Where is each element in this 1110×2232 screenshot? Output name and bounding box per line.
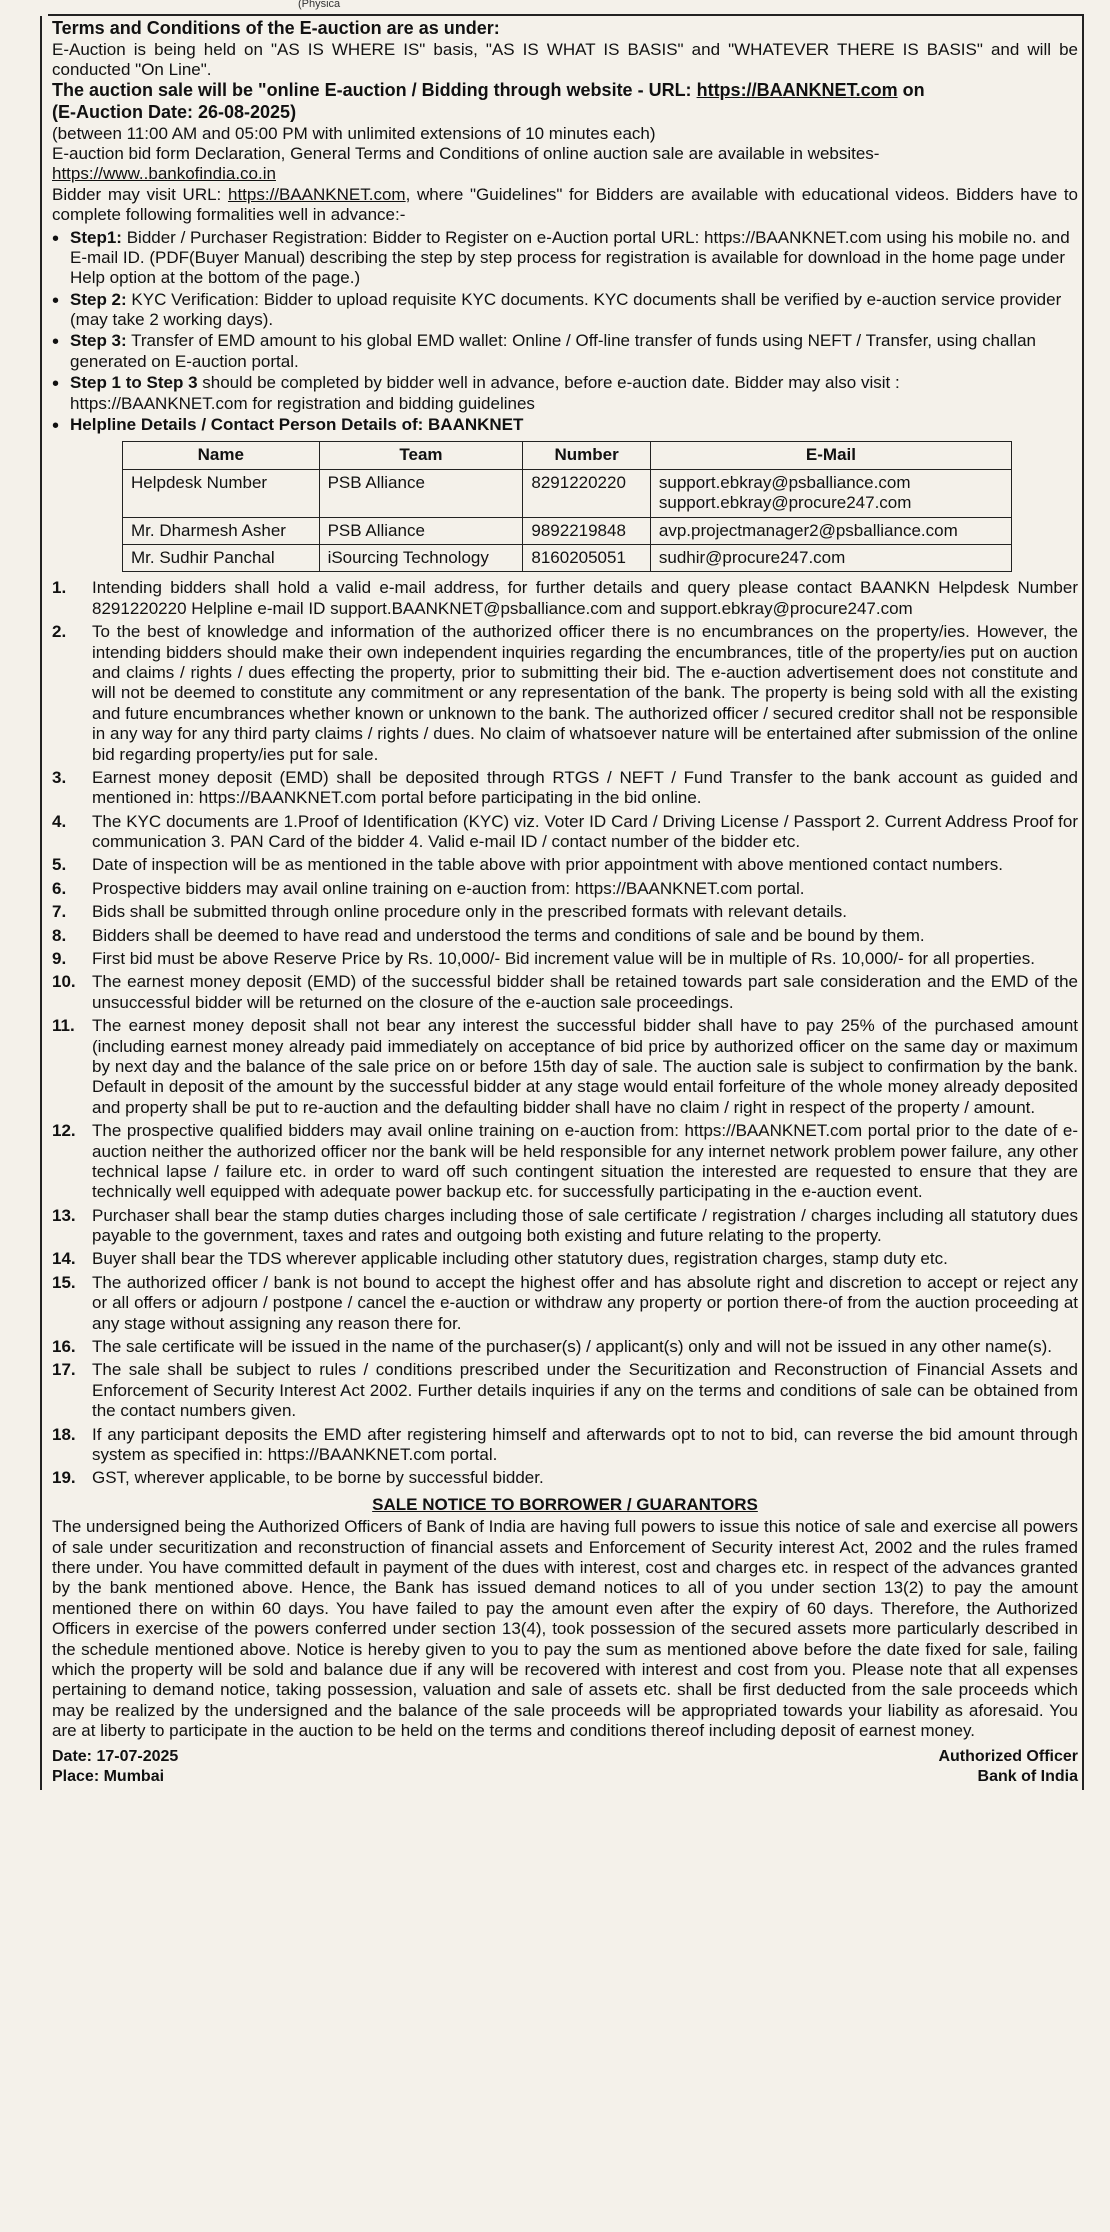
condition-number: 7. bbox=[52, 902, 67, 922]
condition-item bbox=[52, 926, 1078, 946]
condition-text: Bidders shall be deemed to have read and understood the terms and conditions of sale and be bound by them. bbox=[92, 925, 925, 945]
step-text: KYC Verification: Bidder to upload requisite KYC documents. KYC documents shall be verified by e-auction service provider (may take 2 working days). bbox=[70, 289, 1062, 330]
cell-email bbox=[650, 469, 1011, 517]
condition-text: Date of inspection will be as mentioned in the table above with prior appointment with above mentioned contact numbers. bbox=[92, 855, 1003, 875]
condition-item bbox=[52, 1337, 1078, 1357]
conditions-list bbox=[52, 578, 1078, 1488]
condition-number: 3. bbox=[52, 767, 67, 787]
condition-text: First bid must be above Reserve Price by Rs. 10,000/- Bid increment value will be in multiple of Rs. 10,000/- for all properties. bbox=[92, 949, 1035, 969]
helpline-table bbox=[122, 441, 1012, 572]
sale-line-prefix: The auction sale will be "online E-auction / Bidding through website - URL: bbox=[52, 80, 692, 101]
list-item bbox=[52, 373, 1078, 414]
sale-url-link[interactable]: https://BAANKNET.com bbox=[696, 80, 898, 101]
condition-item bbox=[52, 1468, 1078, 1488]
condition-text: Intending bidders shall hold a valid e-mail address, for further details and query please contact BAANKN Helpdesk Number 8291220220 Helpline e-mail ID support.BAANKNET@psballiance.com and support.ebkray@procure247.com bbox=[92, 578, 1078, 618]
auction-time: (between 11:00 AM and 05:00 PM with unlimited extensions of 10 minutes each) bbox=[52, 123, 656, 143]
condition-item bbox=[52, 578, 1078, 619]
date-place-block bbox=[52, 1747, 178, 1785]
date-line: Date: 17-07-2025 bbox=[52, 1748, 179, 1766]
condition-text: The earnest money deposit shall not bear any interest the successful bidder shall have to pay 25% of the purchased amount (including earnest money already paid immediately on acceptance of bid price by authorized officer on the same day or maximum by next day and the balance of the sale price on or before 15th day of sale. The auction sale is subject to confirmation by the bank. Default in deposit of the amount by the successful bidder at any stage would entail forfeiture of the whole money already deposited and property shall be put to re-auction and the defaulting bidder shall have no claim / right in respect of the property / amount. bbox=[92, 1016, 1078, 1117]
condition-number: 1. bbox=[52, 578, 67, 598]
col-header-email: E-Mail bbox=[650, 442, 1011, 469]
visit-suffix: , where "Guidelines" for Bidders are available with educational videos. Bidders have to complete following formalities well in advance:- bbox=[52, 184, 1078, 225]
condition-text: To the best of knowledge and information of the authorized officer there is no encumbrances on the property/ies. However, the intending bidders should make their own independent inquiries regarding the encumbrances, title of the property/ies put on auction and claims / rights / dues effecting the property, prior to submitting their bid. The e-auction advertisement does not constitute and will not be deemed to constitute any commitment or any representation of the bank. The property is being sold with all the existing and future encumbrances whether known or unknown to the bank. The authorized officer / secured creditor shall not be responsible in any way for any third party claims / rights / dues. No claim of whatsoever nature will be entertained after submission of the online bid regarding property/ies put for sale. bbox=[92, 622, 1078, 764]
step-text: should be completed by bidder well in advance, before e-auction date. Bidder may also visit : https://BAANKNET.com for registration and bidding guidelines bbox=[70, 373, 900, 413]
condition-item bbox=[52, 972, 1078, 1013]
condition-text: The sale shall be subject to rules / conditions prescribed under the Securitization and Reconstruction of Financial Assets and Enforcement of Security Interest Act 2002. Further details inquiries if any on the terms and conditions of sale can be obtained from the contact numbers given. bbox=[92, 1360, 1078, 1421]
condition-number: 5. bbox=[52, 855, 67, 875]
list-item bbox=[52, 290, 1078, 331]
visit-paragraph bbox=[52, 185, 1078, 226]
step-label: Step1: bbox=[70, 227, 122, 247]
col-header-team: Team bbox=[319, 442, 523, 469]
visit-url-link[interactable]: https://BAANKNET.com bbox=[227, 184, 406, 204]
list-item bbox=[52, 228, 1078, 289]
condition-text: Prospective bidders may avail online training on e-auction from: https://BAANKNET.com portal. bbox=[92, 878, 805, 898]
condition-number: 14. bbox=[52, 1249, 76, 1269]
step-text: Transfer of EMD amount to his global EMD wallet: Online / Off-line transfer of funds using NEFT / Transfer, using challan generated on E-auction portal. bbox=[70, 331, 1036, 371]
condition-text: Earnest money deposit (EMD) shall be deposited through RTGS / NEFT / Fund Transfer to the bank account as guided and mentioned in: https://BAANKNET.com portal before participating in the bid online. bbox=[92, 767, 1078, 808]
condition-item bbox=[52, 1273, 1078, 1334]
cell-name: Helpdesk Number bbox=[123, 469, 320, 517]
sale-line-suffix: on bbox=[902, 80, 925, 101]
condition-text: The earnest money deposit (EMD) of the successful bidder shall be retained towards part sale consideration and the EMD of the unsuccessful bidder will be returned on the closure of the e-auction sale proceedings. bbox=[92, 972, 1078, 1012]
table-row bbox=[123, 544, 1012, 571]
top-fragment-text: (Physica bbox=[298, 0, 341, 10]
condition-item bbox=[52, 812, 1078, 853]
table-row bbox=[123, 517, 1012, 544]
condition-number: 17. bbox=[52, 1360, 76, 1380]
sale-line bbox=[52, 80, 1078, 102]
condition-item bbox=[52, 879, 1078, 899]
email-link[interactable]: support.ebkray@psballiance.com bbox=[658, 472, 911, 492]
terms-heading: Terms and Conditions of the E-auction are as under: bbox=[52, 18, 500, 38]
condition-text: Bids shall be submitted through online procedure only in the prescribed formats with relevant details. bbox=[92, 902, 848, 922]
condition-item bbox=[52, 1360, 1078, 1421]
table-row bbox=[123, 469, 1012, 517]
condition-item bbox=[52, 1425, 1078, 1466]
signatory-bank: Bank of India bbox=[977, 1767, 1078, 1785]
condition-item bbox=[52, 768, 1078, 809]
condition-number: 2. bbox=[52, 622, 67, 642]
condition-text: Buyer shall bear the TDS wherever applicable including other statutory dues, registration charges, stamp duty etc. bbox=[92, 1249, 948, 1269]
condition-number: 15. bbox=[52, 1272, 76, 1292]
condition-number: 18. bbox=[52, 1424, 76, 1444]
condition-number: 13. bbox=[52, 1205, 76, 1225]
condition-number: 4. bbox=[52, 811, 67, 831]
top-table-fragment bbox=[48, 0, 1084, 16]
condition-text: The KYC documents are 1.Proof of Identification (KYC) viz. Voter ID Card / Driving License / Passport 2. Current Address Proof for communication 3. PAN Card of the bidder 4. Valid e-mail ID / contact number of the bidder etc. bbox=[92, 811, 1078, 852]
list-item bbox=[52, 331, 1078, 372]
condition-number: 6. bbox=[52, 878, 67, 898]
cell-team: PSB Alliance bbox=[319, 469, 523, 517]
intro-paragraph: E-Auction is being held on "AS IS WHERE IS" basis, "AS IS WHAT IS BASIS" and "WHATEVER THERE IS BASIS" and will be conducted "On Line". bbox=[52, 39, 1078, 79]
boi-url-link[interactable]: https://www..bankofindia.co.in bbox=[52, 164, 276, 184]
step-label: Step 2: bbox=[70, 289, 127, 309]
col-header-number: Number bbox=[523, 442, 651, 469]
notice-paragraph: The undersigned being the Authorized Officers of Bank of India are having full powers to issue this notice of sale and exercise all powers of sale under securitization and reconstruction of financial assets and Enforcement of Security interest Act, 2002 and the rules framed there under. You have committed default in payment of the dues with interest, cost and charges etc. in respect of the advances granted by the bank mentioned above. Hence, the Bank has issued demand notices to all of you under section 13(2) to pay the amount mentioned there on within 60 days. You have failed to pay the amount even after the expiry of 60 days. Therefore, the Authorized Officers in exercise of the powers conferred under section 13(4), took possession of the secured assets more particularly described in the schedule mentioned above. Notice is hereby given to you to pay the sum as mentioned above before the date fixed for sale, failing which the property will be sold and balance due if any will be recovered with interest and cost from you. Please note that all expenses pertaining to demand notice, taking possession, valuation and sale of assets etc. shall be first deducted from the sale proceeds which may be realized by the undersigned and the balance of the sale proceeds will be appropriated towards your liability as aforesaid. You are at liberty to participate in the auction to be held on the terms and conditions thereof including deposit of earnest money. bbox=[52, 1517, 1078, 1741]
list-item bbox=[52, 415, 1078, 435]
condition-text: GST, wherever applicable, to be borne by successful bidder. bbox=[92, 1468, 544, 1488]
condition-number: 10. bbox=[52, 972, 76, 992]
col-header-name: Name bbox=[123, 442, 320, 469]
cell-name: Mr. Dharmesh Asher bbox=[123, 517, 320, 544]
email-link[interactable]: sudhir@procure247.com bbox=[658, 547, 846, 567]
email-link-secondary[interactable]: support.ebkray@procure247.com bbox=[658, 493, 912, 513]
cell-email bbox=[650, 544, 1011, 571]
condition-number: 8. bbox=[52, 925, 67, 945]
auction-date: (E-Auction Date: 26-08-2025) bbox=[52, 101, 297, 122]
steps-list bbox=[52, 228, 1078, 436]
condition-item bbox=[52, 949, 1078, 969]
table-header-row bbox=[123, 442, 1012, 469]
cell-number: 8160205051 bbox=[523, 544, 651, 571]
place-line: Place: Mumbai bbox=[52, 1767, 165, 1785]
condition-number: 11. bbox=[52, 1016, 75, 1036]
condition-number: 16. bbox=[52, 1337, 76, 1357]
condition-number: 9. bbox=[52, 949, 67, 969]
condition-text: The sale certificate will be issued in the name of the purchaser(s) / applicant(s) only and will not be issued in any other name(s). bbox=[92, 1337, 1053, 1357]
condition-item bbox=[52, 855, 1078, 875]
step-label: Step 1 to Step 3 bbox=[70, 373, 198, 393]
declaration-text: E-auction bid form Declaration, General Terms and Conditions of online auction sale are available in websites- bbox=[52, 143, 880, 163]
helpline-heading: Helpline Details / Contact Person Details of: BAANKNET bbox=[70, 415, 524, 435]
condition-text: The prospective qualified bidders may avail online training on e-auction from: https://BAANKNET.com portal prior to the date of e-auction neither the authorized officer nor the bank will be held responsible for any internet network problem power failure, any other technical lapse / failure etc. in order to ward off such contingent situation the interested are requested to ensure that they are technically well equipped with adequate power backup etc. for successfully participating in the e-auction event. bbox=[92, 1121, 1078, 1202]
condition-text: Purchaser shall bear the stamp duties charges including those of sale certificate / registration / charges including all statutory dues payable to the government, taxes and rates and outgoing both existing and future relating to the property. bbox=[92, 1205, 1078, 1246]
step-text: Bidder / Purchaser Registration: Bidder to Register on e-Auction portal URL: https://BAANKNET.com using his mobile no. and E-mail ID. (PDF(Buyer Manual) describing the step by step process for registration is available for download in the home page under Help option at the bottom of the page.) bbox=[70, 227, 1070, 288]
notice-body bbox=[40, 16, 1084, 1790]
notice-title: SALE NOTICE TO BORROWER / GUARANTORS bbox=[372, 1494, 758, 1514]
step-label: Step 3: bbox=[70, 331, 127, 351]
condition-text: If any participant deposits the EMD after registering himself and afterwards opt to not to bid, can reverse the bid amount through system as specified in: https://BAANKNET.com portal. bbox=[92, 1424, 1078, 1464]
cell-name: Mr. Sudhir Panchal bbox=[123, 544, 320, 571]
signature-footer bbox=[52, 1747, 1078, 1785]
signatory-title: Authorized Officer bbox=[938, 1748, 1078, 1766]
visit-prefix: Bidder may visit URL: bbox=[52, 184, 222, 204]
cell-team: iSourcing Technology bbox=[319, 544, 523, 571]
condition-number: 12. bbox=[52, 1121, 76, 1141]
condition-item bbox=[52, 1206, 1078, 1247]
cell-email bbox=[650, 517, 1011, 544]
condition-item bbox=[52, 1121, 1078, 1203]
condition-item bbox=[52, 1249, 1078, 1269]
condition-item bbox=[52, 1016, 1078, 1118]
cell-number: 9892219848 bbox=[523, 517, 651, 544]
signatory-block bbox=[938, 1747, 1078, 1785]
condition-text: The authorized officer / bank is not bound to accept the highest offer and has absolute right and discretion to accept or reject any or all offers or adjourn / postpone / cancel the e-auction or withdraw any property or portion there-of from the auction proceeding at any stage without assigning any reason there for. bbox=[92, 1272, 1078, 1333]
cell-team: PSB Alliance bbox=[319, 517, 523, 544]
email-link[interactable]: avp.projectmanager2@psballiance.com bbox=[658, 520, 958, 540]
cell-number: 8291220220 bbox=[523, 469, 651, 517]
condition-item bbox=[52, 622, 1078, 765]
condition-number: 19. bbox=[52, 1468, 76, 1488]
condition-item bbox=[52, 902, 1078, 922]
